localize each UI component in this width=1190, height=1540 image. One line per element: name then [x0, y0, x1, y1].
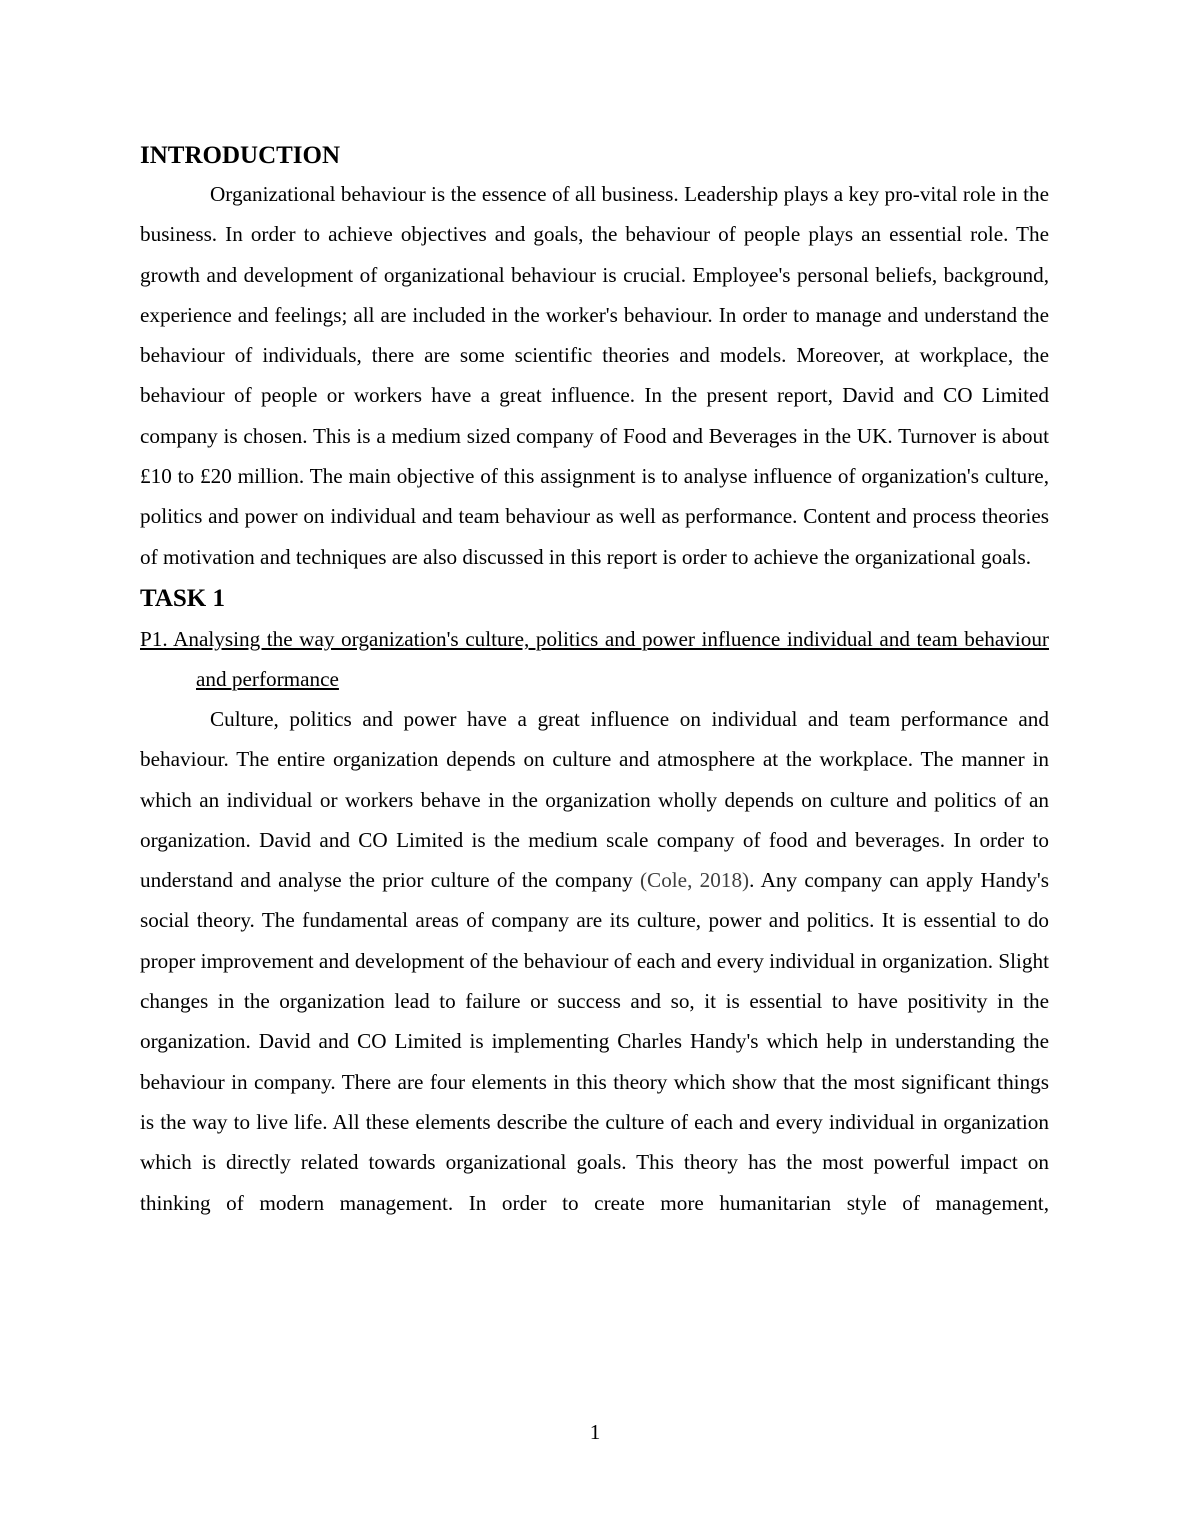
task-1-heading: TASK 1 [140, 584, 225, 612]
introduction-heading: INTRODUCTION [140, 142, 341, 169]
introduction-paragraph: Organizational behaviour is the essence of all business. Leadership plays a key pro-vital role in the business. In order to achieve objectives and goals, the behaviour of people plays an essential role. The growth and development of organizational behaviour is crucial. Employee's personal beliefs, background, experience and feelings; all are included in the worker's behaviour. In order to manage and understand the behaviour of individuals, there are some scientific theories and models. Moreover, at workplace, the behaviour of people or workers have a great influence. In the present report, David and CO Limited company is chosen. This is a medium sized company of Food and Beverages in the UK. Turnover is about £10 to £20 million. The main objective of this assignment is to analyse influence of organization's culture, politics and power on individual and team behaviour as well as performance. Content and process theories of motivation and techniques are also discussed in this report is order to achieve the organizational goals. [140, 182, 1049, 569]
p1-paragraph [140, 699, 1049, 1223]
p1-text-before-citation: Culture, politics and power have a great influence on individual and team performance and behaviour. The entire organization depends on culture and atmosphere at the workplace. The manner in which an individual or workers behave in the organization wholly depends on culture and politics of an organization. David and CO Limited is the medium scale company of food and beverages. In order to understand and analyse the prior culture of the company [140, 706, 1049, 893]
page-content [140, 138, 1049, 1223]
p1-text-after-citation: . Any company can apply Handy's social theory. The fundamental areas of company are its culture, power and politics. It is essential to do proper improvement and development of the behaviour of each and every individual in organization. Slight changes in the organization lead to failure or success and so, it is essential to have positivity in the organization. David and CO Limited is implementing Charles Handy's which help in understanding the behaviour in company. There are four elements in this theory which show that the most significant things is the way to live life. All these elements describe the culture of each and every individual in organization which is directly related towards organizational goals. This theory has the most powerful impact on thinking of modern management. In order to create more humanitarian style of management, [140, 868, 1049, 1215]
page-number: 1 [589, 1420, 601, 1444]
p1-subheading: P1. Analysing the way organization's culture, politics and power influence individual and team behaviour and performance [140, 626, 1049, 691]
citation-cole-2018: (Cole, 2018) [640, 868, 750, 893]
